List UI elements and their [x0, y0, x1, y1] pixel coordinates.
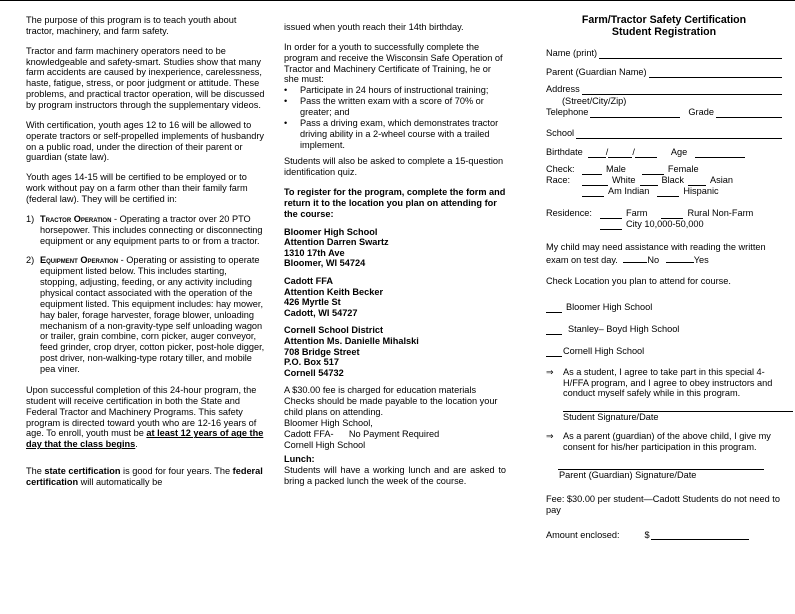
farm-checkbox[interactable]: [600, 209, 622, 219]
list-item: • Participate in 24 hours of instructional training;: [284, 85, 489, 96]
am-indian-checkbox[interactable]: [582, 187, 604, 197]
parent-signature-line[interactable]: [558, 455, 764, 470]
grade-field[interactable]: [716, 108, 782, 118]
certification-list: [26, 214, 266, 375]
assist-no-blank[interactable]: [623, 253, 647, 263]
safety-paragraph: Tractor and farm machinery operators need to be knowledgeable and safety-smart. Studies show that many farm accidents are caused by inexperience, carelessness, haste, fatigue, stress, or poor judgment or attitude. These problems, and practical tractor operation, will be discussed by program instructors through the supplementary videos.: [26, 45, 265, 111]
list-text: - Operating or assisting to operate equipment listed below. This includes starting, stopping, adjusting, feeding, or any activity including physical contact associated with the operation of the equipment listed. This equipment includes: hay mower, hay baler, forage harvester, forage blower, unloading mechanism of a non-gravity-type self unloading wagon or trailer, grain combine, corn picker, auger conveyor, feed grinder, crop dryer, cotton picker, post-hole digger, post driver, non-walking-type rotary tiller, and mobile pea viner.: [40, 255, 265, 375]
birth-day-field[interactable]: [608, 148, 632, 158]
birth-year-field[interactable]: [635, 148, 657, 158]
parent-name-field[interactable]: Parent (Guardian Name): [546, 63, 782, 78]
list-text: - Operating a tractor over 20 PTO horsepower. This includes connecting or disconnecting equipment or any equipment parts to or from a tractor.: [40, 213, 263, 246]
youth-ages-paragraph: Youth ages 14-15 will be certified to be employed or to work without pay on a farm other than their family farm (federal law). They will be certified in:: [26, 172, 248, 205]
requirements-list: [284, 85, 506, 150]
parent-signature-label: Parent (Guardian) Signature/Date: [559, 469, 697, 480]
arrow-icon: ⇒: [546, 431, 554, 442]
rural-checkbox[interactable]: [661, 209, 683, 219]
student-signature-label: Student Signature/Date: [563, 412, 659, 423]
completion-paragraph: Upon successful completion of this 24-hour program, the student will receive certification in both the State and Federal Tractor and Machinery Programs. This safety program is directed toward youth who are 12-16 years of age. To enroll, youth must be at least 12 years of age the day that the class begins.: [26, 384, 264, 450]
list-heading: Equipment Operation: [40, 255, 119, 266]
certification-paragraph: With certification, youth ages 12 to 16 will be allowed to operate tractors or self-propelled implements of husbandry on a public road, under the direction of their parent or guardian (state law).: [26, 119, 264, 163]
name-field[interactable]: Name (print): [546, 44, 782, 59]
list-item: [26, 214, 266, 247]
birthdate-age-row: Birthdate / / Age: [546, 143, 782, 158]
address-hint: (Street/City/Zip): [562, 96, 627, 107]
location-bloomer[interactable]: Bloomer High School: [546, 299, 782, 313]
list-item: [26, 255, 266, 374]
birth-month-field[interactable]: [588, 148, 606, 158]
fee-paragraph: A $30.00 fee is charged for education materials Checks should be made payable to the location your child plans on attending. Bloomer High School, Cadott FFA- No Payment Required Cornell High School: [284, 385, 498, 450]
city-checkbox[interactable]: [600, 220, 622, 230]
location-cornell[interactable]: Cornell High School: [546, 343, 782, 357]
age-requirement: at least 12 years of age the day that the class begins: [26, 428, 264, 450]
male-checkbox[interactable]: [582, 165, 602, 175]
issued-paragraph: issued when youth reach their 14th birthday.: [284, 22, 464, 32]
female-checkbox[interactable]: [642, 165, 664, 175]
student-signature-line[interactable]: [563, 401, 793, 412]
column-program-info: [26, 15, 266, 497]
address-cornell: Cornell School District Attention Ms. Danielle Mihalski 708 Bridge Street P.O. Box 517 Cornell 54732: [284, 325, 419, 378]
fee-note: Fee: $30.00 per student—Cadott Students do not need to pay: [546, 493, 780, 515]
list-item: • Pass the written exam with a score of 70% or greater; and: [284, 96, 484, 118]
age-field[interactable]: [695, 148, 745, 158]
list-number: 2): [26, 255, 35, 266]
location-instructions: Check Location you plan to attend for course.: [546, 275, 731, 286]
telephone-field[interactable]: [590, 108, 680, 118]
telephone-grade-row: Telephone Grade: [546, 107, 782, 118]
requirements-intro: In order for a youth to successfully complete the program and receive the Wisconsin Safe Operation of Tractor and Machinery Certificate of Training, he or she must:: [284, 41, 503, 85]
lunch-paragraph: Students will have a working lunch and are asked to bring a packed lunch the week of the course.: [284, 465, 506, 487]
check-race-block: Check: Male Female Race: White Black Asian Am Indian Hispanic: [546, 164, 733, 197]
school-field[interactable]: School: [546, 124, 782, 139]
location-stanley[interactable]: Stanley– Boyd High School: [546, 321, 782, 335]
register-heading: To register for the program, complete the form and return it to the location you plan on attending for the course:: [284, 187, 506, 219]
list-item: • Pass a driving exam, which demonstrates tractor driving ability in a 2-wheel course with a trailed implement.: [284, 117, 499, 150]
black-checkbox[interactable]: [640, 176, 658, 186]
hispanic-checkbox[interactable]: [657, 187, 679, 197]
assistance-question: My child may need assistance with reading the written exam on test day. No Yes: [546, 242, 766, 266]
assist-yes-blank[interactable]: [666, 253, 694, 263]
column-requirements: [284, 22, 506, 487]
validity-paragraph: The state certification is good for four years. The federal certification will automatically be: [26, 466, 263, 487]
list-heading: Tractor Operation: [40, 213, 112, 224]
registration-form: [546, 14, 782, 542]
form-title: Farm/Tractor Safety Certification Student Registration: [581, 14, 747, 39]
lunch-heading: Lunch:: [284, 454, 315, 465]
white-checkbox[interactable]: [582, 176, 608, 186]
student-agreement: ⇒ As a student, I agree to take part in this special 4-H/FFA program, and I agree to obey instructors and conduct myself safely while in this program.: [546, 366, 773, 399]
asian-checkbox[interactable]: [688, 176, 706, 186]
address-field[interactable]: Address: [546, 82, 782, 95]
address-cadott: Cadott FFA Attention Keith Becker 426 Myrtle St Cadott, WI 54727: [284, 276, 384, 318]
address-bloomer: Bloomer High School Attention Darren Swartz 1310 17th Ave Bloomer, WI 54724: [284, 226, 389, 269]
parent-agreement: ⇒ As a parent (guardian) of the above child, I give my consent for his/her participation in this program.: [546, 431, 771, 453]
quiz-paragraph: Students will also be asked to complete a 15-question identification quiz.: [284, 156, 504, 178]
amount-enclosed-row: Amount enclosed: $: [546, 525, 782, 540]
residence-block: Residence: Farm Rural Non-Farm City 10,000-50,000: [546, 208, 754, 230]
top-rule: [0, 0, 795, 1]
purpose-paragraph: The purpose of this program is to teach youth about tractor, machinery, and farm safety.: [26, 15, 237, 36]
amount-field[interactable]: [651, 530, 749, 540]
list-number: 1): [26, 213, 35, 224]
arrow-icon: ⇒: [546, 366, 554, 377]
